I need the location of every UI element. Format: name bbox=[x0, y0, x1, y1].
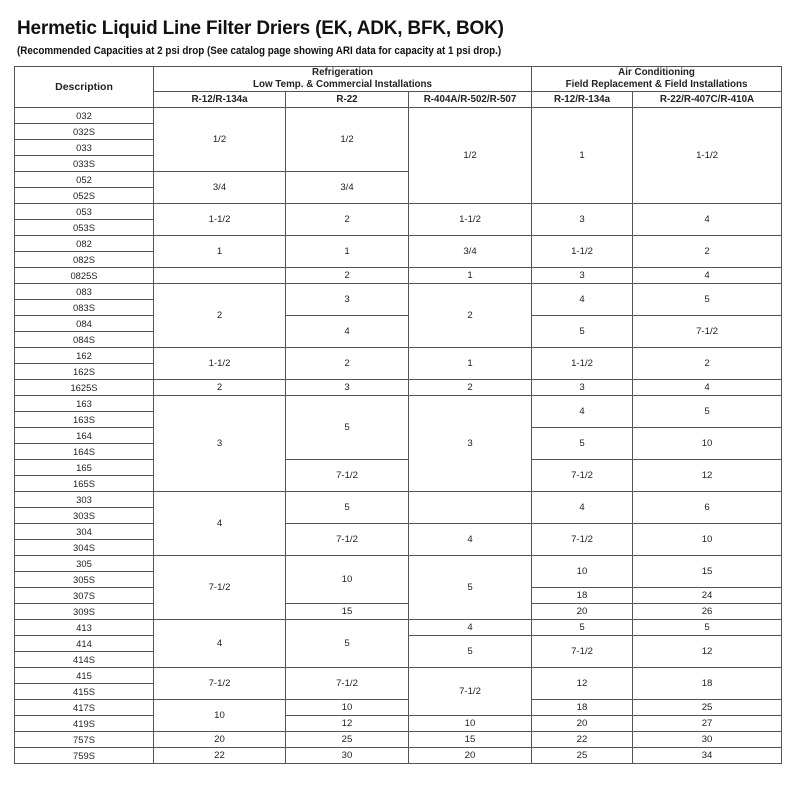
capacity-cell: 3 bbox=[286, 284, 409, 316]
capacity-cell: 26 bbox=[633, 604, 782, 620]
capacity-cell: 3/4 bbox=[286, 172, 409, 204]
capacity-cell: 2 bbox=[286, 348, 409, 380]
capacity-cell: 10 bbox=[154, 700, 286, 732]
capacity-cell: 12 bbox=[286, 716, 409, 732]
capacity-cell: 5 bbox=[409, 636, 532, 668]
table-row bbox=[15, 700, 782, 716]
capacity-cell: 5 bbox=[286, 492, 409, 524]
capacity-cell: 34 bbox=[633, 748, 782, 764]
model-code: 163S bbox=[15, 412, 154, 428]
capacity-cell: 22 bbox=[532, 732, 633, 748]
capacity-cell: 18 bbox=[633, 668, 782, 700]
model-code: 413 bbox=[15, 620, 154, 636]
model-code: 415S bbox=[15, 684, 154, 700]
capacity-cell: 2 bbox=[633, 236, 782, 268]
capacity-cell: 3/4 bbox=[409, 236, 532, 268]
model-code: 307S bbox=[15, 588, 154, 604]
table-row bbox=[15, 732, 782, 748]
capacity-cell: 4 bbox=[286, 316, 409, 348]
ac-col-header: R-12/R-134a bbox=[532, 92, 633, 108]
capacity-cell: 20 bbox=[532, 716, 633, 732]
model-code: 053S bbox=[15, 220, 154, 236]
capacity-cell: 12 bbox=[633, 460, 782, 492]
capacity-cell: 20 bbox=[532, 604, 633, 620]
capacity-cell: 18 bbox=[532, 588, 633, 604]
capacity-cell: 30 bbox=[633, 732, 782, 748]
table-row bbox=[15, 236, 782, 252]
capacity-cell: 5 bbox=[286, 396, 409, 460]
table-row bbox=[15, 716, 782, 732]
model-code: 759S bbox=[15, 748, 154, 764]
capacity-cell: 2 bbox=[286, 268, 409, 284]
capacity-cell: 10 bbox=[409, 716, 532, 732]
model-code: 309S bbox=[15, 604, 154, 620]
table-row bbox=[15, 668, 782, 684]
table-row bbox=[15, 748, 782, 764]
model-code: 053 bbox=[15, 204, 154, 220]
model-code: 083 bbox=[15, 284, 154, 300]
capacity-cell: 10 bbox=[286, 556, 409, 604]
model-code: 419S bbox=[15, 716, 154, 732]
table-row bbox=[15, 620, 782, 636]
capacity-cell: 4 bbox=[409, 524, 532, 556]
capacity-cell: 5 bbox=[532, 316, 633, 348]
capacity-cell: 3 bbox=[532, 380, 633, 396]
air-conditioning-title: Air Conditioning bbox=[618, 67, 695, 78]
capacity-cell: 1 bbox=[409, 268, 532, 284]
table-row bbox=[15, 460, 782, 476]
model-code: 052S bbox=[15, 188, 154, 204]
capacity-cell: 7-1/2 bbox=[532, 460, 633, 492]
capacity-cell: 25 bbox=[532, 748, 633, 764]
capacity-cell: 3 bbox=[532, 204, 633, 236]
model-code: 084 bbox=[15, 316, 154, 332]
model-code: 052 bbox=[15, 172, 154, 188]
capacity-cell: 7-1/2 bbox=[154, 668, 286, 700]
model-code: 415 bbox=[15, 668, 154, 684]
capacity-cell: 4 bbox=[154, 620, 286, 668]
model-code: 414 bbox=[15, 636, 154, 652]
capacity-cell: 3/4 bbox=[154, 172, 286, 204]
model-code: 1625S bbox=[15, 380, 154, 396]
model-code: 165S bbox=[15, 476, 154, 492]
refrigeration-title: Refrigeration bbox=[312, 67, 373, 78]
refrigeration-group-header bbox=[154, 67, 532, 92]
capacity-cell: 7-1/2 bbox=[532, 524, 633, 556]
capacity-cell: 5 bbox=[286, 620, 409, 668]
model-code: 757S bbox=[15, 732, 154, 748]
model-code: 414S bbox=[15, 652, 154, 668]
capacity-cell: 7-1/2 bbox=[286, 524, 409, 556]
table-row bbox=[15, 380, 782, 396]
capacity-cell: 12 bbox=[532, 668, 633, 700]
capacity-cell: 1/2 bbox=[154, 108, 286, 172]
capacity-cell: 3 bbox=[409, 396, 532, 492]
capacity-cell: 12 bbox=[633, 636, 782, 668]
table-row bbox=[15, 204, 782, 220]
capacity-cell: 2 bbox=[633, 348, 782, 380]
capacity-cell: 1 bbox=[409, 348, 532, 380]
capacity-cell: 2 bbox=[154, 284, 286, 348]
model-code: 305S bbox=[15, 572, 154, 588]
capacity-cell: 4 bbox=[633, 380, 782, 396]
capacity-cell: 25 bbox=[633, 700, 782, 716]
refrigeration-subtitle: Low Temp. & Commercial Installations bbox=[253, 79, 432, 90]
capacity-cell: 22 bbox=[154, 748, 286, 764]
model-code: 304S bbox=[15, 540, 154, 556]
capacity-cell: 10 bbox=[633, 524, 782, 556]
capacity-cell: 2 bbox=[409, 284, 532, 348]
table-row bbox=[15, 268, 782, 284]
model-code: 164 bbox=[15, 428, 154, 444]
table-row bbox=[15, 108, 782, 124]
capacity-cell: 1 bbox=[286, 236, 409, 268]
capacity-cell: 5 bbox=[532, 428, 633, 460]
capacity-cell: 25 bbox=[286, 732, 409, 748]
table-row bbox=[15, 316, 782, 332]
capacity-cell bbox=[409, 492, 532, 524]
capacity-cell: 4 bbox=[154, 492, 286, 556]
capacity-cell: 1-1/2 bbox=[532, 348, 633, 380]
model-code: 0825S bbox=[15, 268, 154, 284]
capacity-cell: 2 bbox=[409, 380, 532, 396]
air-conditioning-subtitle: Field Replacement & Field Installations bbox=[565, 79, 748, 90]
capacity-cell: 4 bbox=[532, 492, 633, 524]
capacity-cell: 4 bbox=[633, 268, 782, 284]
model-code: 033S bbox=[15, 156, 154, 172]
model-code: 083S bbox=[15, 300, 154, 316]
refrig-col-header: R-12/R-134a bbox=[154, 92, 286, 108]
refrig-col-header: R-404A/R-502/R-507 bbox=[409, 92, 532, 108]
capacity-cell: 4 bbox=[633, 204, 782, 236]
model-code: 303S bbox=[15, 508, 154, 524]
capacity-cell: 7-1/2 bbox=[154, 556, 286, 620]
capacity-cell: 7-1/2 bbox=[532, 636, 633, 668]
capacity-cell: 10 bbox=[286, 700, 409, 716]
table-row bbox=[15, 348, 782, 364]
table-row bbox=[15, 492, 782, 508]
capacity-cell: 1-1/2 bbox=[154, 348, 286, 380]
capacity-cell: 2 bbox=[154, 380, 286, 396]
capacity-table-body bbox=[15, 108, 782, 764]
capacity-cell: 7-1/2 bbox=[409, 668, 532, 716]
capacity-cell: 1/2 bbox=[409, 108, 532, 204]
capacity-cell: 15 bbox=[286, 604, 409, 620]
refrig-col-header: R-22 bbox=[286, 92, 409, 108]
model-code: 033 bbox=[15, 140, 154, 156]
capacity-cell: 3 bbox=[154, 396, 286, 492]
model-code: 164S bbox=[15, 444, 154, 460]
capacity-cell: 1 bbox=[532, 108, 633, 204]
capacity-cell: 24 bbox=[633, 588, 782, 604]
ac-col-header: R-22/R-407C/R-410A bbox=[633, 92, 782, 108]
model-code: 084S bbox=[15, 332, 154, 348]
capacity-cell: 5 bbox=[633, 284, 782, 316]
capacity-cell: 20 bbox=[154, 732, 286, 748]
model-code: 305 bbox=[15, 556, 154, 572]
capacity-cell: 7-1/2 bbox=[286, 668, 409, 700]
capacity-cell: 10 bbox=[633, 428, 782, 460]
capacity-cell: 1/2 bbox=[286, 108, 409, 172]
model-code: 163 bbox=[15, 396, 154, 412]
capacity-cell: 5 bbox=[633, 396, 782, 428]
capacity-cell: 1-1/2 bbox=[154, 204, 286, 236]
table-row bbox=[15, 604, 782, 620]
model-code: 304 bbox=[15, 524, 154, 540]
capacity-cell: 4 bbox=[532, 396, 633, 428]
capacity-cell bbox=[154, 268, 286, 284]
model-code: 162 bbox=[15, 348, 154, 364]
capacity-cell: 3 bbox=[532, 268, 633, 284]
capacity-cell: 6 bbox=[633, 492, 782, 524]
table-row bbox=[15, 524, 782, 540]
capacity-table bbox=[14, 66, 782, 764]
table-row bbox=[15, 284, 782, 300]
capacity-cell: 10 bbox=[532, 556, 633, 588]
model-code: 032S bbox=[15, 124, 154, 140]
capacity-cell: 5 bbox=[633, 620, 782, 636]
model-code: 082 bbox=[15, 236, 154, 252]
capacity-cell: 2 bbox=[286, 204, 409, 236]
capacity-cell: 4 bbox=[532, 284, 633, 316]
page-title: Hermetic Liquid Line Filter Driers (EK, ADK, BFK, BOK) bbox=[17, 18, 504, 39]
capacity-cell: 1-1/2 bbox=[633, 108, 782, 204]
description-header: Description bbox=[15, 67, 154, 108]
model-code: 303 bbox=[15, 492, 154, 508]
table-row bbox=[15, 396, 782, 412]
capacity-cell: 3 bbox=[286, 380, 409, 396]
model-code: 417S bbox=[15, 700, 154, 716]
model-code: 082S bbox=[15, 252, 154, 268]
capacity-cell: 5 bbox=[532, 620, 633, 636]
capacity-cell: 15 bbox=[409, 732, 532, 748]
capacity-cell: 1-1/2 bbox=[532, 236, 633, 268]
table-row bbox=[15, 556, 782, 572]
capacity-cell: 5 bbox=[409, 556, 532, 620]
page-subtitle: (Recommended Capacities at 2 psi drop (See catalog page showing ARI data for capacity at 1 psi drop.) bbox=[17, 45, 502, 57]
capacity-cell: 1 bbox=[154, 236, 286, 268]
air-conditioning-group-header bbox=[532, 67, 782, 92]
capacity-cell: 18 bbox=[532, 700, 633, 716]
capacity-cell: 4 bbox=[409, 620, 532, 636]
capacity-cell: 7-1/2 bbox=[286, 460, 409, 492]
capacity-cell: 30 bbox=[286, 748, 409, 764]
capacity-cell: 27 bbox=[633, 716, 782, 732]
model-code: 165 bbox=[15, 460, 154, 476]
capacity-cell: 7-1/2 bbox=[633, 316, 782, 348]
capacity-cell: 15 bbox=[633, 556, 782, 588]
capacity-cell: 20 bbox=[409, 748, 532, 764]
model-code: 032 bbox=[15, 108, 154, 124]
capacity-cell: 1-1/2 bbox=[409, 204, 532, 236]
model-code: 162S bbox=[15, 364, 154, 380]
